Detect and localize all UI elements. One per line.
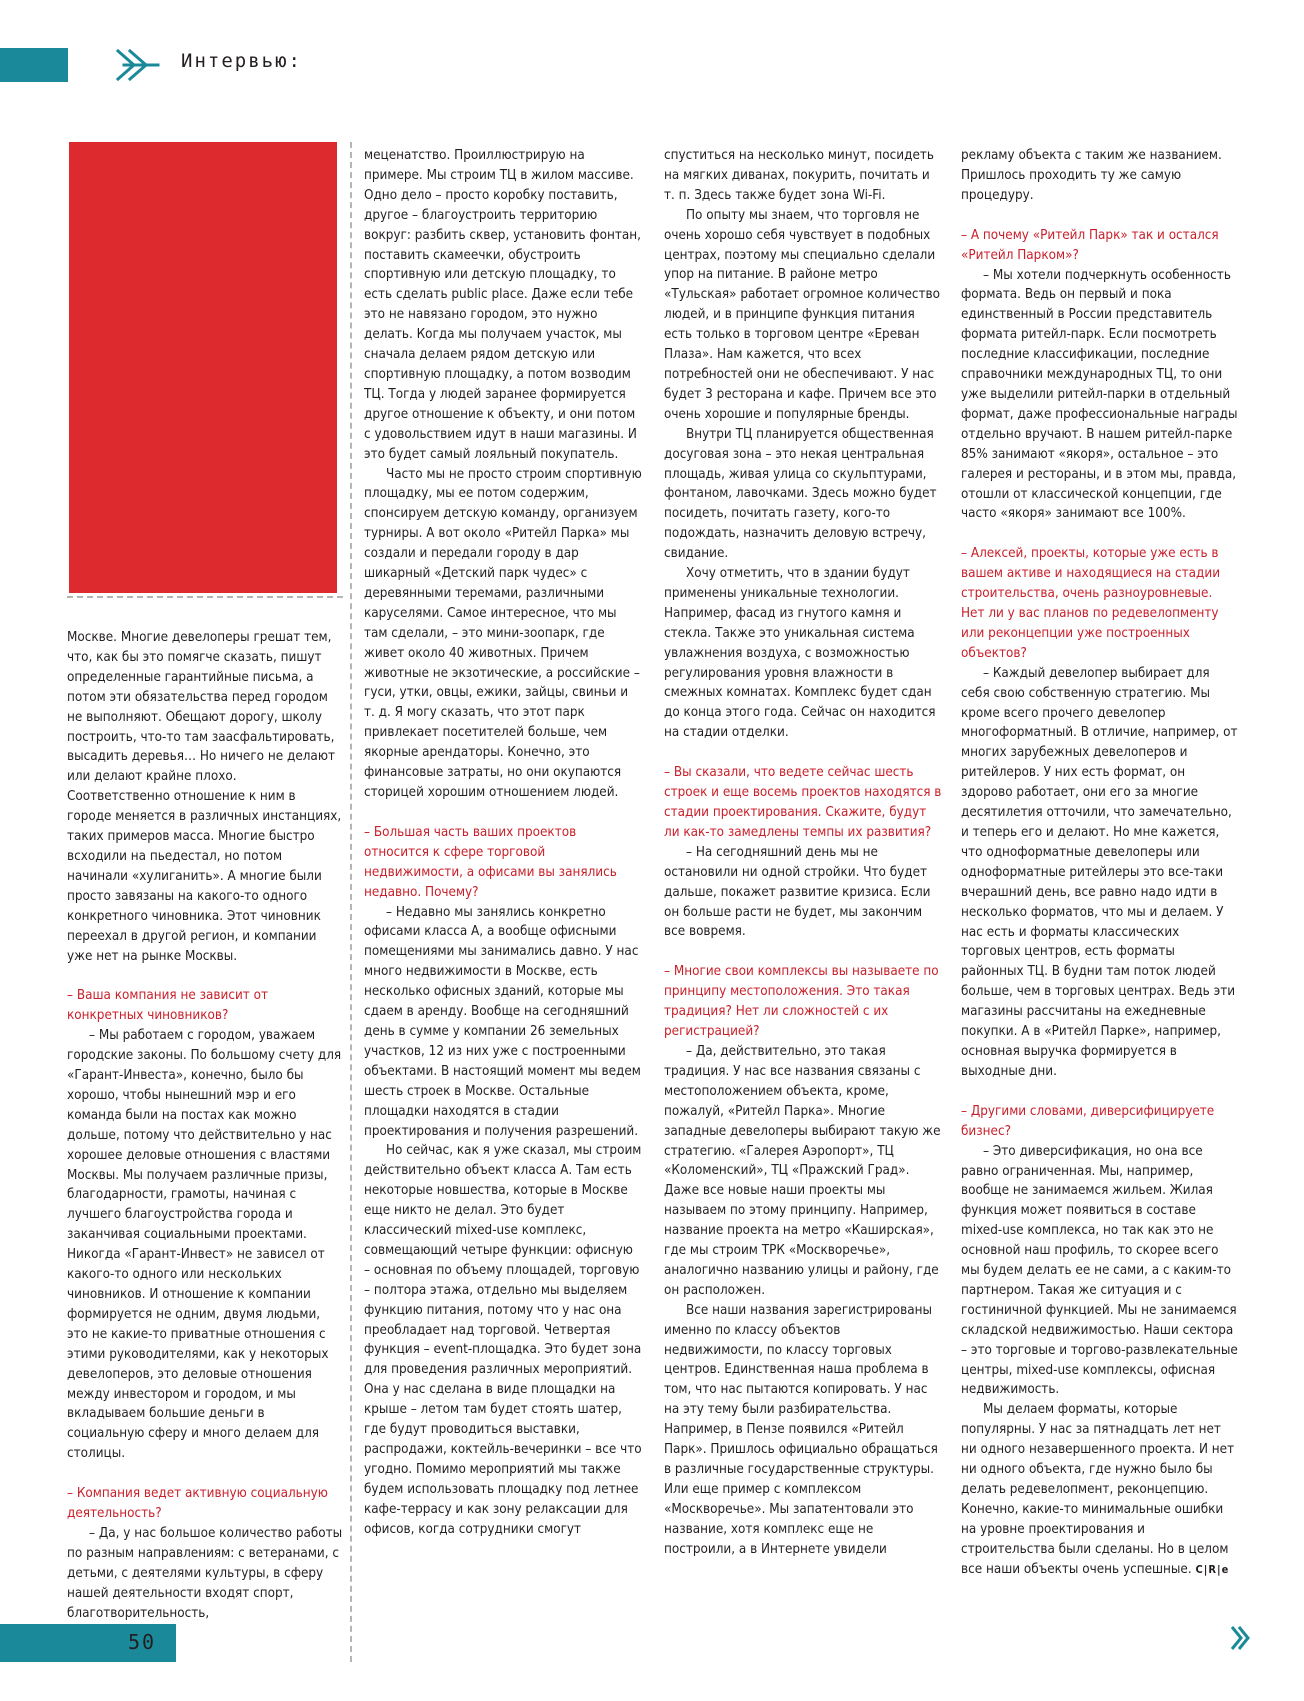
article-column-3	[664, 146, 942, 1560]
paragraph: Внутри ТЦ планируется общественная досуговая зона – это некая центральная площадь, живая улица со скульптурами, фонтаном, лавочками. Здесь можно будет посидеть, почитать газету, кого-то подождать, назначить деловую встречу, свидание.	[664, 426, 937, 562]
article-column-2	[364, 146, 642, 1540]
paragraph: рекламу объекта с таким же названием. Пришлось проходить ту же самую процедуру.	[961, 148, 1222, 203]
article-column-1	[67, 628, 343, 1624]
paragraph: Москве. Многие девелоперы грешат тем, что, как бы это помягче сказать, пишут определенные гарантийные письма, а потом эти обязательства перед городом не выполняют. Обещают дорогу, школу построить, что-то там заасфальтировать, высадить деревья… Но ничего не делают или делают крайне плохо. Соответственно отношение к ним в городе меняется в различных инстанциях, таких примеров масса. Многие быстро всходили на пьедестал, но потом начинали «хулиганить». А многие были просто завязаны на какого-то одного конкретного чиновника. Этот чиновник переехал в другой регион, и компании уже нет на рынке Москвы.	[67, 630, 342, 964]
double-chevron-right-icon[interactable]	[1229, 1623, 1251, 1653]
paragraph: – Да, у нас большое количество работы по разным направлениям: с ветеранами, с детьми, с деятелями культуры, в сферу нашей деятельности входят спорт, благотворительность,	[67, 1525, 343, 1621]
paragraph: – Каждый девелопер выбирает для себя свою собственную стратегию. Мы кроме всего прочего девелопер многоформатный. В отличие, например, от многих зарубежных девелоперов и ритейлеров. У них есть формат, он здорово работает, они его за многие десятилетия отточили, что замечательно, и теперь его и делают. Но мне кажется, что одноформатные девелоперы или одноформатные ритейлеры это все-таки вчерашний день, все равно надо идти в несколько форматов, что мы и делаем. У нас есть и форматы классических торговых центров, есть форматы районных ТЦ. В будни там поток людей больше, чем в торговых центрах. Ведь эти магазины рассчитаны на ежедневные покупки. А в «Ритейл Парке», например, основная выручка формируется в выходные дни.	[961, 665, 1238, 1079]
divider	[350, 142, 352, 1662]
question: – Большая часть ваших проектов относится к сфере торговой недвижимости, а офисами вы занялись недавно. Почему?	[364, 824, 617, 900]
paragraph: Хочу отметить, что в здании будут применены уникальные технологии. Например, фасад из гнутого камня и стекла. Также это уникальная система увлажнения воздуха, с возможностью регулирования уровня влажности в смежных комнатах. Комплекс будет сдан до конца этого года. Сейчас он находится на стадии отделки.	[664, 566, 936, 741]
paragraph: Но сейчас, как я уже сказал, мы строим действительно объект класса А. Там есть некоторые новшества, которые в Москве еще никто не делал. Это будет классический mixed-use комплекс, совмещающий четыре функции: офисную – основная по объему площадей, торговую – полтора этажа, отдельно мы выделяем функцию питания, потому что у нас она преобладает над торговой. Четвертая функция – event-площадка. Это будет зона для проведения различных мероприятий. Она у нас сделана в виде площадки на крыше – летом там будет стоять шатер, где будут проводиться выставки, распродажи, коктейль-вечеринки – все что угодно. Помимо мероприятий мы также будем использовать площадку под летнее кафе-террасу и как зону релаксации для офисов, когда сотрудники смогут	[364, 1143, 642, 1537]
question: – Другими словами, диверсифицируете бизнес?	[961, 1103, 1215, 1139]
question: – Вы сказали, что ведете сейчас шесть строек и еще восемь проектов находятся в стадии проектирования. Скажите, будут ли как-то замедлены темпы их развития?	[664, 765, 942, 840]
section-title: Интервью:	[181, 50, 302, 72]
paragraph: – На сегодняшний день мы не остановили ни одной стройки. Что будет дальше, покажет развитие кризиса. Если он больше расти не будет, мы закончим все вовремя.	[664, 844, 931, 940]
question: – А почему «Ритейл Парк» так и остался «Ритейл Парком»?	[961, 227, 1219, 263]
paragraph: Мы делаем форматы, которые популярны. У нас за пятнадцать лет нет ни одного незавершенного проекта. И нет ни одного объекта, где нужно было бы делать редевелопмент, реконцепцию. Конечно, какие-то минимальные ошибки на уровне проектирования и строительства были сделаны. Но в целом все наши объекты очень успешные.	[961, 1402, 1235, 1577]
magazine-logo: C|R|e	[1195, 1562, 1230, 1576]
paragraph: – Недавно мы занялись конкретно офисами класса А, а вообще офисными помещениями мы занимались давно. У нас много недвижимости в Москве, есть несколько офисных зданий, которые мы сдаем в аренду. Вообще на сегодняшний день в сумме у компании 26 земельных участков, 12 из них уже с построенными объектами. В настоящий момент мы ведем шесть строек в Москве. Остальные площадки находятся в стадии проектирования и получения разрешений.	[364, 904, 641, 1139]
paragraph: По опыту мы знаем, что торговля не очень хорошо себя чувствует в подобных центрах, поэтому мы специально сделали упор на питание. В районе метро «Тульская» работает огромное количество людей, и в принципе функция питания есть только в торговом центре «Ереван Плаза». Нам кажется, что всех потребностей они не обеспечивают. У нас будет 3 ресторана и кафе. Причем все это очень хорошие и популярные бренды.	[664, 207, 940, 422]
paragraph: – Это диверсификация, но она все равно ограниченная. Мы, например, вообще не занимаемся жильем. Жилая функция может появиться в составе mixed-use комплекса, но так как это не основной наш профиль, то скорее всего мы будем делать ее не сами, а с каким-то партнером. Такая же ситуация и с гостиничной функцией. Мы не занимаемся складской недвижимостью. Наши сектора – это торговые и торгово-развлекательные центры, mixed-use комплексы, офисная недвижимость.	[961, 1143, 1238, 1398]
article-photo	[69, 142, 337, 593]
paragraph: меценатство. Проиллюстрирую на примере. Мы строим ТЦ в жилом массиве. Одно дело – просто коробку поставить, другое – благоустроить территорию вокруг: разбить сквер, установить фонтан, поставить скамеечки, обустроить спортивную или детскую площадку, то есть сделать public place. Даже если тебе это не навязано городом, это нужно делать. Когда мы получаем участок, мы сначала делаем рядом детскую или спортивную площадку, а потом возводим ТЦ. Тогда у людей заранее формируется другое отношение к объекту, и они потом с удовольствием идут в наши магазины. И это будет самый лояльный покупатель.	[364, 148, 641, 462]
paragraph: – Мы хотели подчеркнуть особенность формата. Ведь он первый и пока единственный в России представитель формата ритейл-парк. Если посмотреть последние классификации, последние справочники международных ТЦ, то они уже выделили ритейл-парки в отдельный формат, даже профессиональные награды отдельно вручают. В нашем ритейл-парке 85% занимают «якоря», остальное – это галерея и рестораны, и в этом мы, правда, отошли от классической концепции, где часто «якоря» занимают все 100%.	[961, 267, 1238, 522]
page-number: 50	[128, 1630, 157, 1654]
paragraph: – Мы работаем с городом, уважаем городские законы. По большому счету для «Гарант-Инвеста», конечно, было бы хорошо, чтобы нынешний мэр и его команда были на постах как можно дольше, потому что действительно у нас хорошее деловые отношения с властями Москвы. Мы получаем различные призы, благодарности, грамоты, начиная с лучшего благоустройства города и заканчивая социальными проектами. Никогда «Гарант-Инвест» не зависел от какого-то одного или нескольких чиновников. И отношение к компании формируется не одним, двумя людьми, это не какие-то приватные отношения с этими руководителями, как у некоторых девелоперов, это деловые отношения между инвестором и городом, и мы вкладываем большие деньги в социальную сферу и много делаем для столицы.	[67, 1028, 342, 1462]
header-accent-bar	[0, 48, 68, 82]
paragraph: – Да, действительно, это такая традиция. У нас все названия связаны с местоположением объекта, кроме, пожалуй, «Ритейл Парка». Многие западные девелоперы выбирают такую же стратегию. «Галерея Аэропорт», ТЦ «Коломенский», ТЦ «Пражский Град». Даже все новые наши проекты мы называем по этому принципу. Например, название проекта на метро «Каширская», где мы строим ТРК «Москворечье», аналогично названию улицы и району, где он расположен.	[664, 1043, 941, 1298]
double-arrow-right-icon	[114, 45, 160, 85]
article-column-4	[961, 146, 1239, 1580]
question: – Многие свои комплексы вы называете по принципу местоположения. Это такая традиция? Нет ли сложностей с их регистрацией?	[664, 964, 939, 1040]
question: – Компания ведет активную социальную деятельность?	[67, 1486, 328, 1522]
question: – Ваша компания не зависит от конкретных чиновников?	[67, 988, 269, 1024]
paragraph: Часто мы не просто строим спортивную площадку, мы ее потом содержим, спонсируем детскую команду, организуем турниры. А вот около «Ритейл Парка» мы создали и передали городу в дар шикарный «Детский парк чудес» с деревянными теремами, различными каруселями. Самое интересное, что мы там сделали, – это мини-зоопарк, где живет около 40 животных. Причем животные не экзотические, а российские – гуси, утки, овцы, ежики, зайцы, свиньи и т. д. Я могу сказать, что этот парк привлекает посетителей больше, чем якорные арендаторы. Конечно, это финансовые затраты, но они окупаются сторицей хорошим отношением людей.	[364, 466, 642, 800]
paragraph: спуститься на несколько минут, посидеть на мягких диванах, покурить, почитать и т. п. Здесь также будет зона Wi-Fi.	[664, 148, 934, 203]
divider	[67, 596, 343, 598]
paragraph: Все наши названия зарегистрированы именно по классу объектов недвижимости, по классу торговых центров. Единственная наша проблема в том, что нас пытаются копировать. У нас на эту тему были разбирательства. Например, в Пензе появился «Ритейл Парк». Пришлось официально обращаться в различные государственные структуры. Или еще пример с комплексом «Москворечье». Мы запатентовали это название, хотя комплекс еще не построили, а в Интернете увидели	[664, 1302, 938, 1557]
question: – Алексей, проекты, которые уже есть в вашем активе и находящиеся на стадии строительства, очень разноуровневые. Нет ли у вас планов по редевелопменту или реконцепции уже построенных объектов?	[961, 546, 1221, 661]
